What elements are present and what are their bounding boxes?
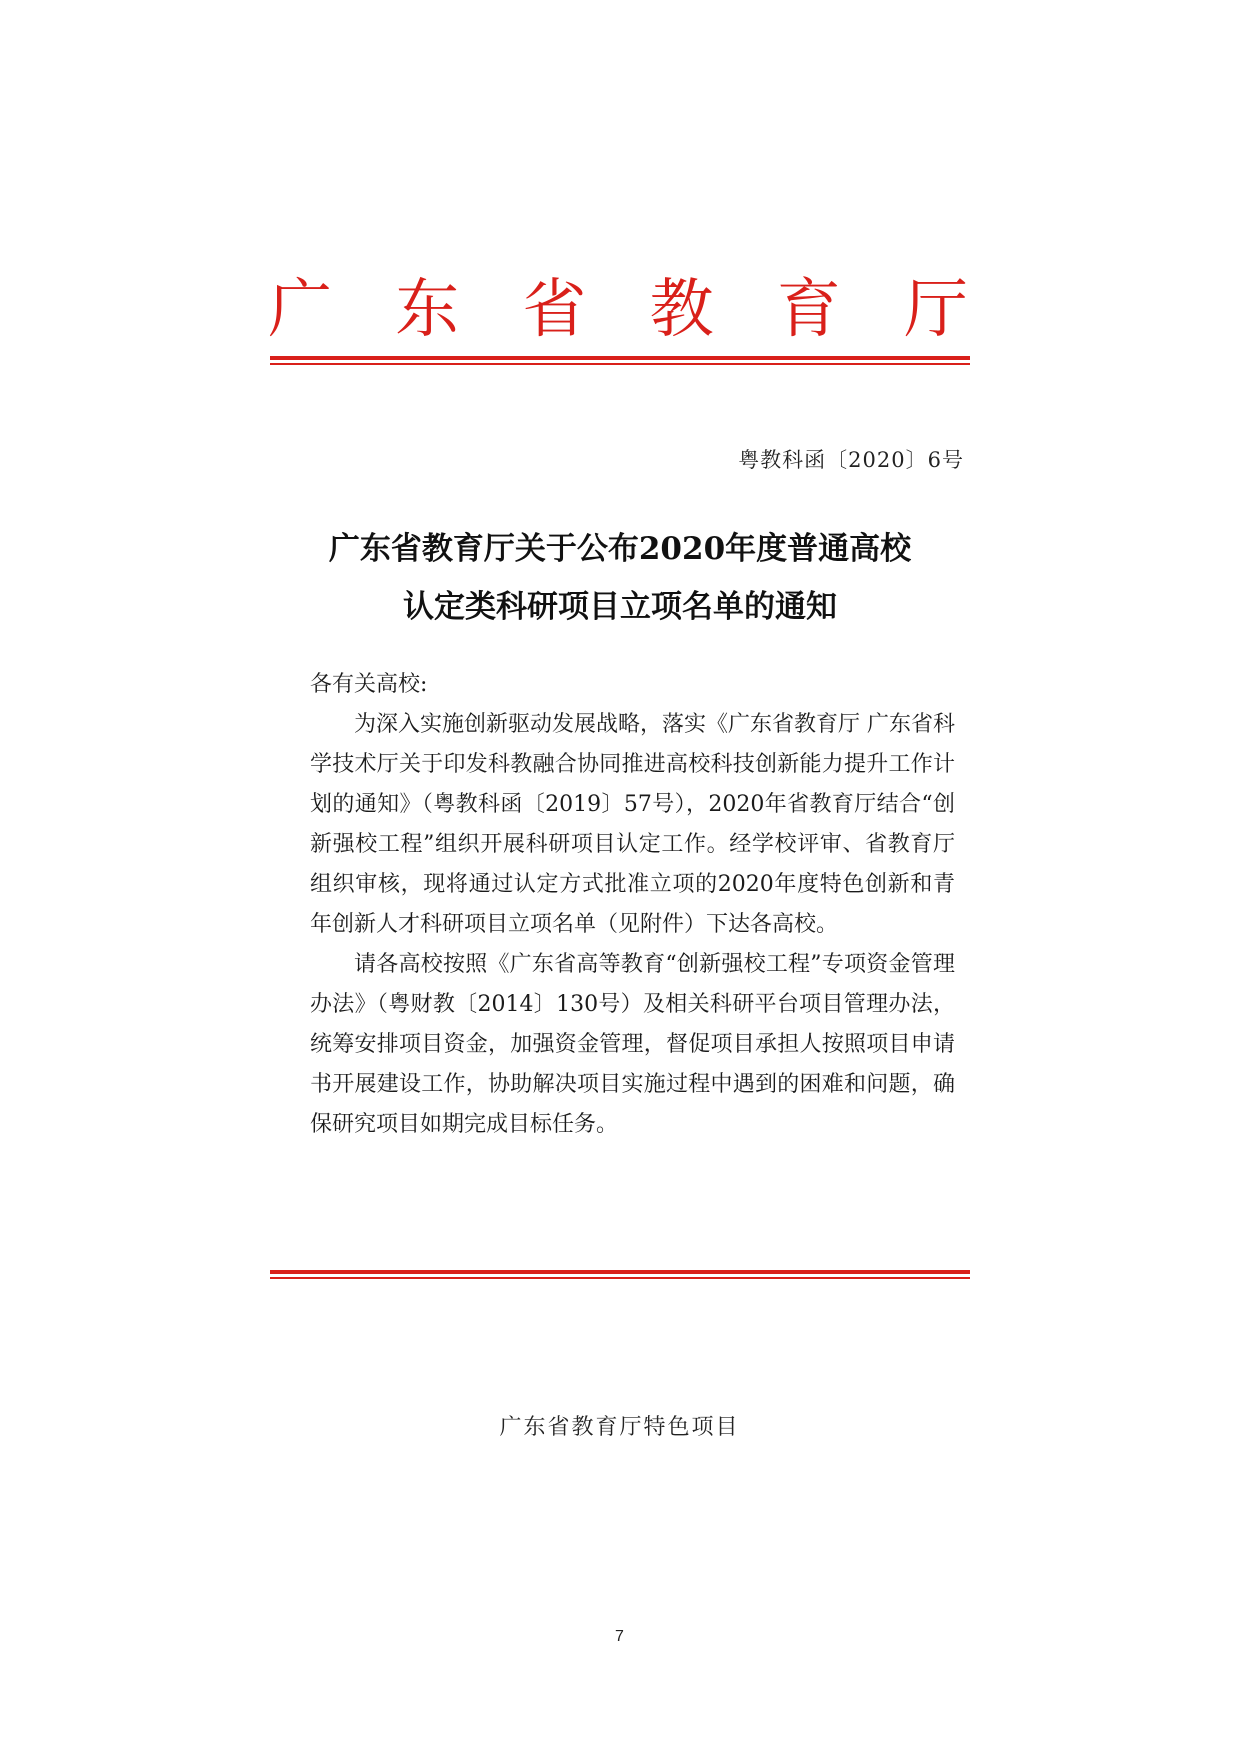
letterhead-char: 教: [649, 273, 714, 347]
salutation: 各有关高校:: [310, 672, 428, 697]
body-paragraph-1: 为深入实施创新驱动发展战略，落实《广东省教育厅 广东省科学技术厅关于印发科教融合协同推进高校科技创新能力提升工作计划的通知》（粤教科函〔2019〕57号），2020年省教育厅结合“创新强校工程”组织开展科研项目认定工作。经学校评审、省教育厅组织审核，现将通过认定方式批准立项的2020年度特色创新和青年创新人才科研项目立项名单（见附件）下达各高校。: [310, 712, 955, 937]
document-number: 粤教科函〔2020〕6号: [738, 448, 964, 472]
document-body: [310, 665, 955, 1145]
letterhead-title: [268, 270, 968, 350]
body-paragraph-2: 请各高校按照《广东省高等教育“创新强校工程”专项资金管理办法》（粤财教〔2014〕130号）及相关科研平台项目管理办法，统筹安排项目资金，加强资金管理，督促项目承担人按照项目申请书开展建设工作，协助解决项目实施过程中遇到的困难和问题，确保研究项目如期完成目标任务。: [310, 952, 955, 1137]
letterhead-char: 育: [776, 273, 841, 347]
letterhead-char: 厅: [903, 273, 968, 347]
letterhead-char: 广: [268, 273, 332, 347]
footer-divider: [270, 1270, 970, 1279]
letterhead-char: 省: [522, 273, 587, 347]
heading-line-2: 认定类科研项目立项名单的通知: [403, 589, 837, 625]
page-number: 7: [615, 1628, 624, 1645]
letterhead-divider: [270, 356, 970, 365]
heading-line-1: 广东省教育厅关于公布2020年度普通高校: [328, 531, 912, 567]
page-caption: 广东省教育厅特色项目: [499, 1415, 740, 1440]
letterhead-char: 东: [395, 273, 460, 347]
document-heading: [270, 520, 970, 636]
